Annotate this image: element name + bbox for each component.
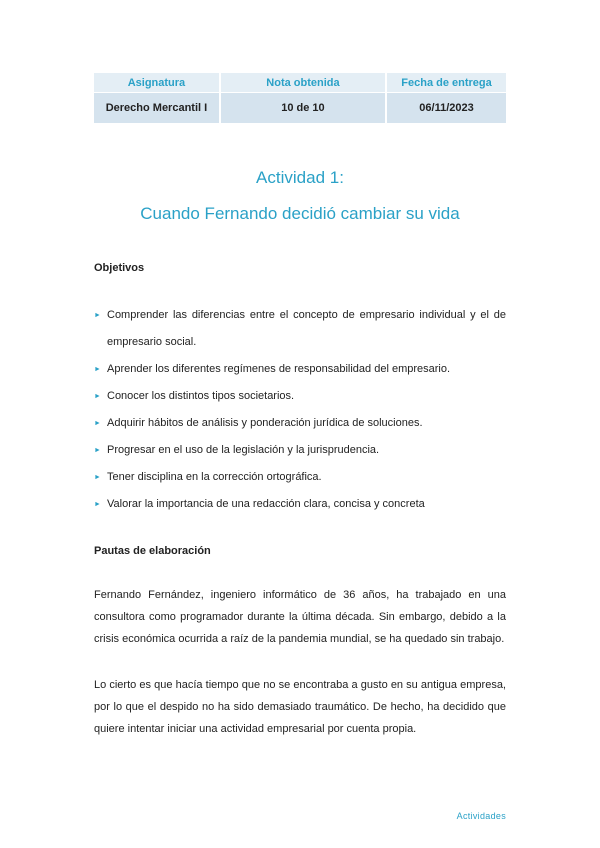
list-item-text: Comprender las diferencias entre el concepto de empresario individual y el de empresario social. xyxy=(107,309,506,348)
column-header-grade: Nota obtenida xyxy=(219,73,385,92)
list-item-text: Valorar la importancia de una redacción clara, concisa y concreta xyxy=(107,498,425,510)
list-item xyxy=(94,410,506,437)
paragraph-1: Fernando Fernández, ingeniero informático de 36 años, ha trabajado en una consultora como programador durante la última década. Sin embargo, debido a la crisis económica ocurrida a raíz de la pandemia mundial, se ha quedado sin trabajo. xyxy=(94,589,506,645)
guidelines-heading: Pautas de elaboración xyxy=(94,545,211,557)
column-header-subject: Asignatura xyxy=(94,73,219,92)
triangle-bullet-icon: ► xyxy=(94,312,101,319)
subject-cell: Derecho Mercantil I xyxy=(94,92,219,123)
triangle-bullet-icon: ► xyxy=(94,366,101,373)
triangle-bullet-icon: ► xyxy=(94,447,101,454)
list-item-text: Adquirir hábitos de análisis y ponderación jurídica de soluciones. xyxy=(107,417,423,429)
table-row xyxy=(94,92,506,123)
column-header-date: Fecha de entrega xyxy=(385,73,506,92)
list-item xyxy=(94,302,506,356)
list-item xyxy=(94,464,506,491)
grade-cell: 10 de 10 xyxy=(219,92,385,123)
list-item-text: Aprender los diferentes regímenes de responsabilidad del empresario. xyxy=(107,363,451,375)
table-header-row xyxy=(94,73,506,92)
list-item-text: Tener disciplina en la corrección ortográfica. xyxy=(107,471,322,483)
list-item xyxy=(94,356,506,383)
list-item-text: Progresar en el uso de la legislación y la jurisprudencia. xyxy=(107,444,380,456)
date-cell: 06/11/2023 xyxy=(385,92,506,123)
objectives-heading: Objetivos xyxy=(94,262,145,274)
footer-label: Actividades xyxy=(456,811,506,821)
triangle-bullet-icon: ► xyxy=(94,420,101,427)
assignment-info-table xyxy=(94,73,506,123)
triangle-bullet-icon: ► xyxy=(94,501,101,508)
triangle-bullet-icon: ► xyxy=(94,393,101,400)
page-subtitle: Cuando Fernando decidió cambiar su vida xyxy=(140,204,460,223)
paragraph-2: Lo cierto es que hacía tiempo que no se encontraba a gusto en su antigua empresa, por lo que el despido no ha sido demasiado traumático. De hecho, ha decidido que quiere intentar iniciar una actividad empresarial por cuenta propia. xyxy=(94,679,506,735)
list-item xyxy=(94,383,506,410)
list-item-text: Conocer los distintos tipos societarios. xyxy=(107,390,295,402)
list-item xyxy=(94,437,506,464)
triangle-bullet-icon: ► xyxy=(94,474,101,481)
objectives-list xyxy=(94,302,506,518)
list-item xyxy=(94,491,506,518)
page-title: Actividad 1: xyxy=(256,168,344,187)
